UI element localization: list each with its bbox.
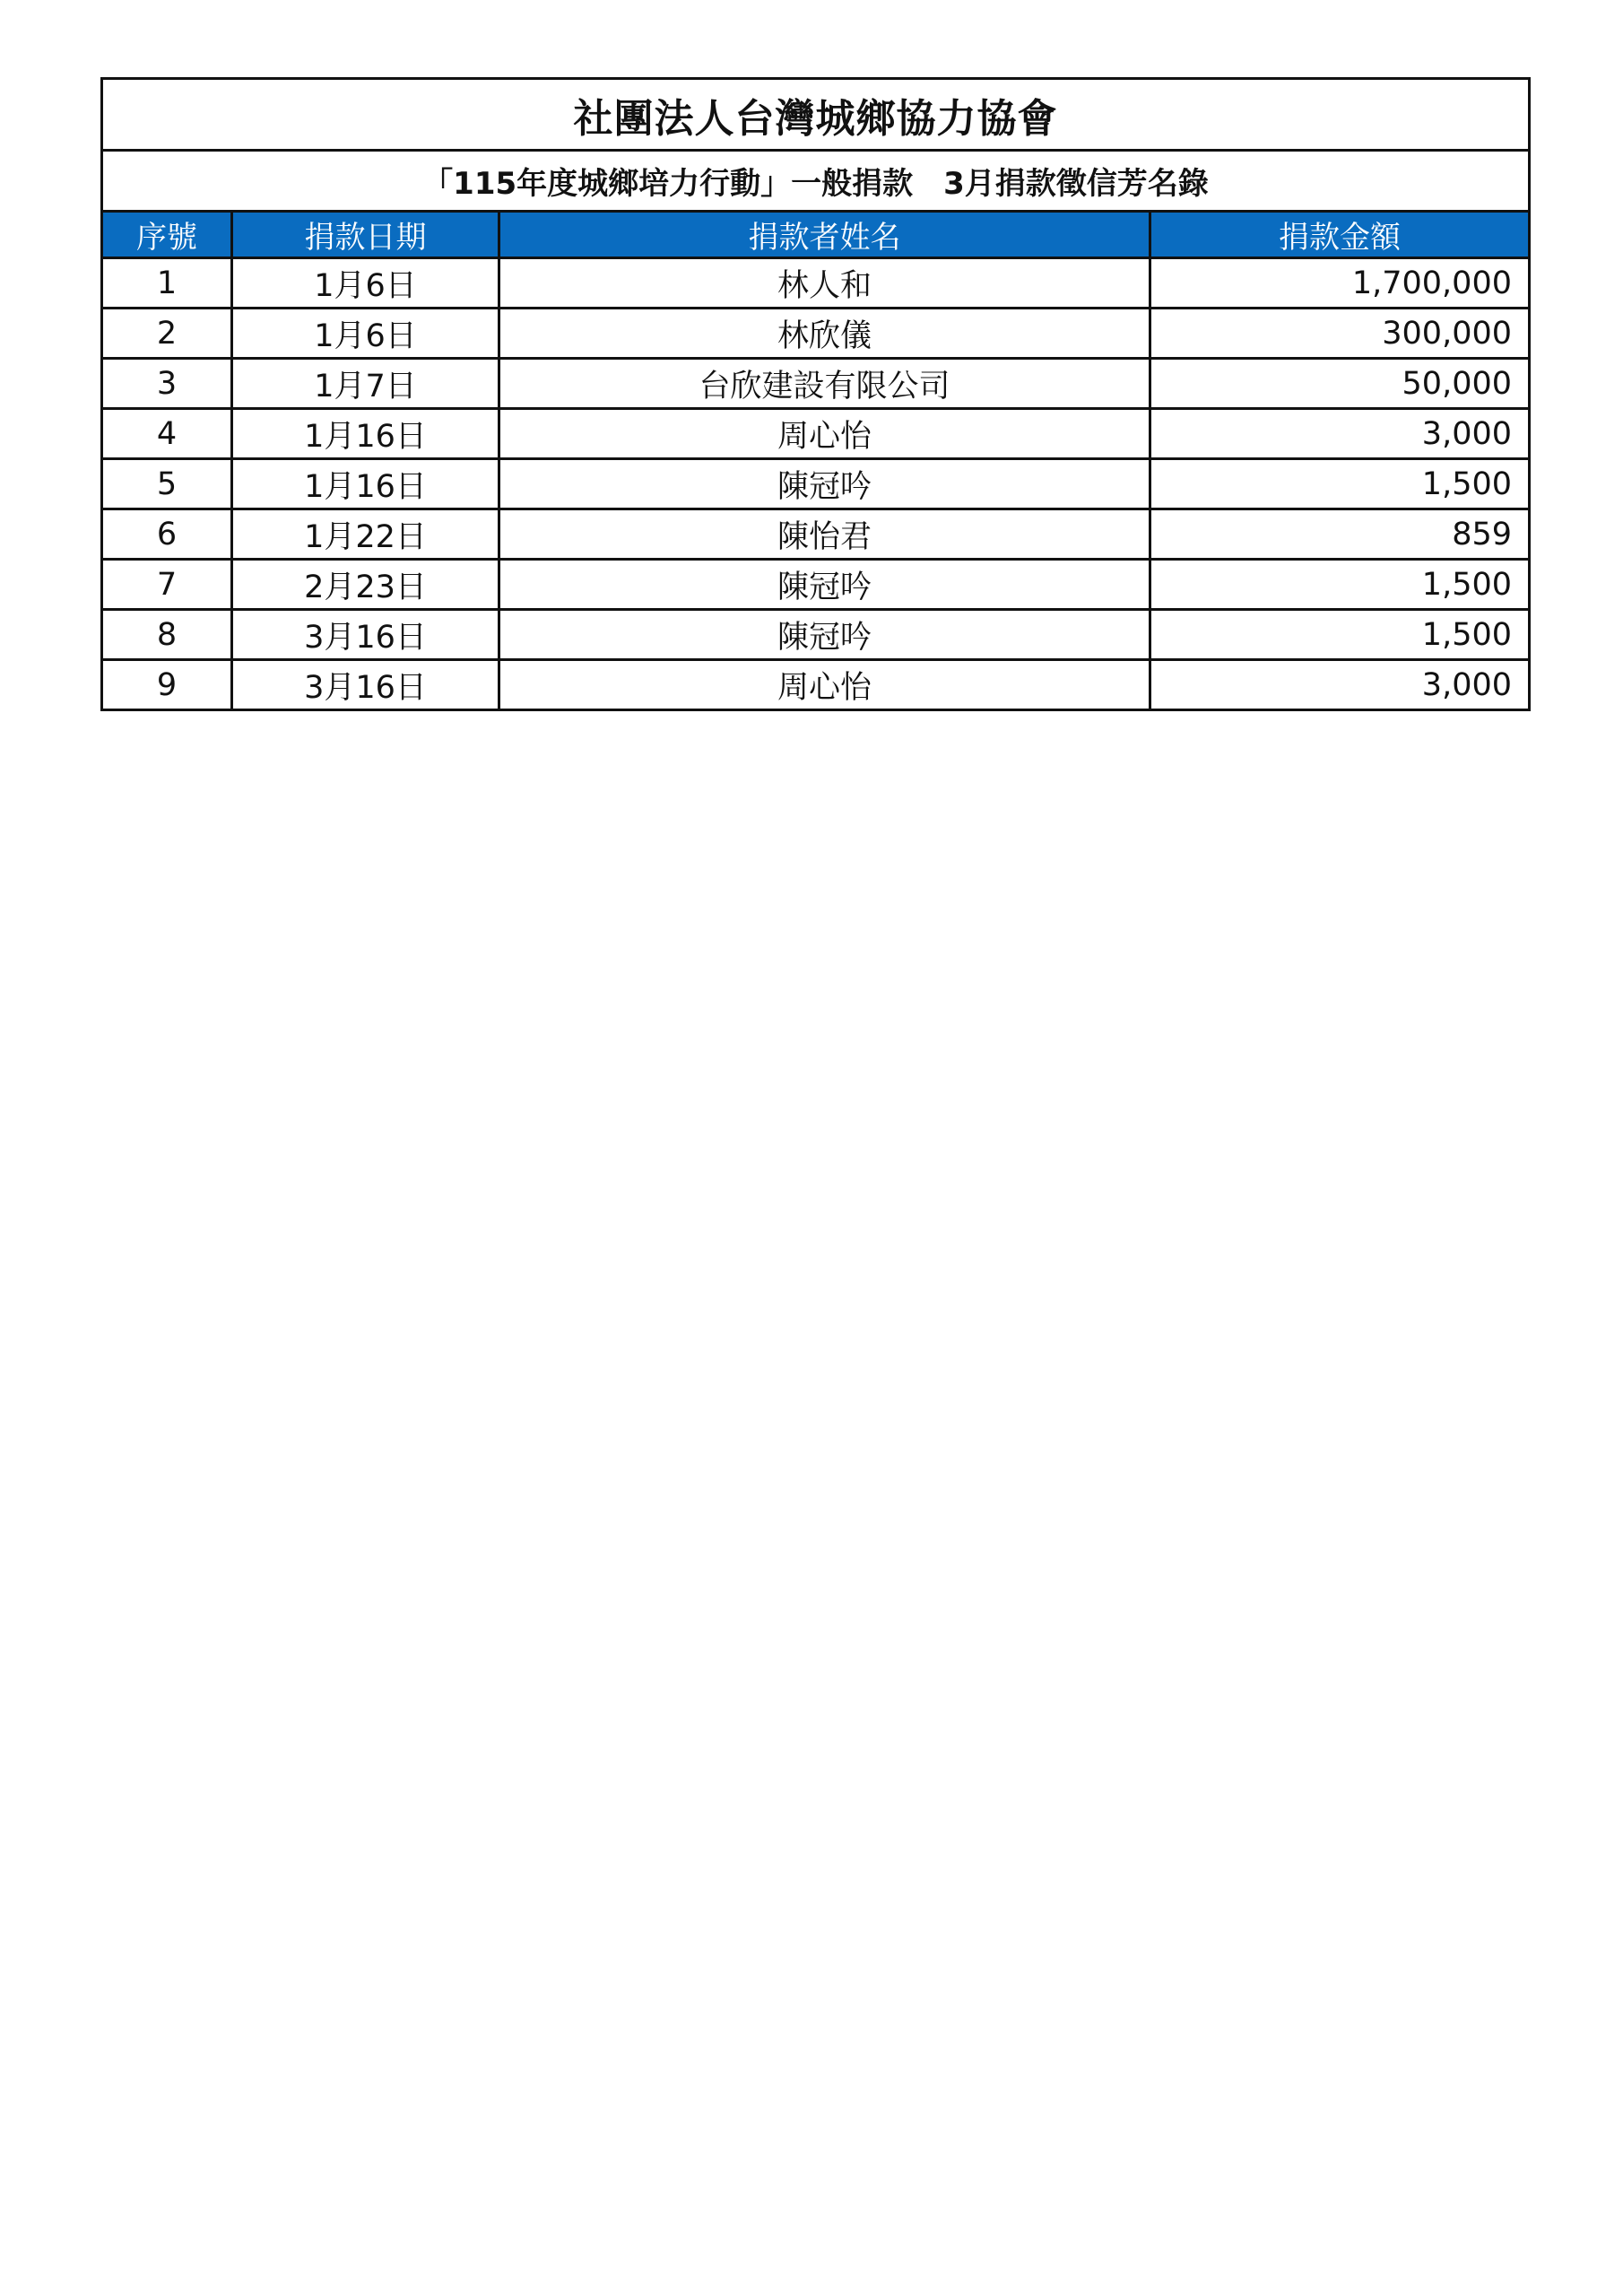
row-seq: 1 [102,258,232,309]
row-amount: 859 [1150,509,1530,560]
column-header-date: 捐款日期 [232,212,499,258]
table-row [102,459,1530,509]
row-date: 1月16日 [232,459,499,509]
row-donor-name: 周心怡 [499,409,1150,459]
row-donor-name: 林人和 [499,258,1150,309]
subtitle-row [102,151,1530,212]
row-amount: 3,000 [1150,409,1530,459]
row-seq: 8 [102,610,232,660]
row-seq: 6 [102,509,232,560]
row-seq: 9 [102,660,232,710]
table-row [102,560,1530,610]
column-header-seq: 序號 [102,212,232,258]
row-date: 1月7日 [232,359,499,409]
row-donor-name: 陳冠吟 [499,459,1150,509]
row-date: 2月23日 [232,560,499,610]
row-seq: 5 [102,459,232,509]
row-amount: 3,000 [1150,660,1530,710]
table-row [102,359,1530,409]
table-row [102,258,1530,309]
row-amount: 1,700,000 [1150,258,1530,309]
row-amount: 1,500 [1150,610,1530,660]
row-amount: 300,000 [1150,309,1530,359]
column-header-row [102,212,1530,258]
row-seq: 2 [102,309,232,359]
row-seq: 7 [102,560,232,610]
row-date: 3月16日 [232,610,499,660]
document-subtitle: 「115年度城鄉培力行動」一般捐款 3月捐款徵信芳名錄 [102,151,1530,212]
row-seq: 4 [102,409,232,459]
row-donor-name: 林欣儀 [499,309,1150,359]
table-row [102,409,1530,459]
row-donor-name: 陳怡君 [499,509,1150,560]
table-row [102,660,1530,710]
row-date: 1月22日 [232,509,499,560]
column-header-amount: 捐款金額 [1150,212,1530,258]
row-donor-name: 陳冠吟 [499,610,1150,660]
row-date: 3月16日 [232,660,499,710]
donor-table-body [102,79,1530,710]
row-date: 1月16日 [232,409,499,459]
row-donor-name: 陳冠吟 [499,560,1150,610]
title-row [102,79,1530,151]
row-donor-name: 周心怡 [499,660,1150,710]
row-amount: 1,500 [1150,459,1530,509]
row-date: 1月6日 [232,309,499,359]
document-title: 社團法人台灣城鄉協力協會 [102,79,1530,151]
row-donor-name: 台欣建設有限公司 [499,359,1150,409]
row-date: 1月6日 [232,258,499,309]
donation-sheet [100,77,1528,711]
row-amount: 1,500 [1150,560,1530,610]
table-row [102,610,1530,660]
table-row [102,309,1530,359]
donor-table [100,77,1531,711]
table-row [102,509,1530,560]
row-seq: 3 [102,359,232,409]
column-header-name: 捐款者姓名 [499,212,1150,258]
row-amount: 50,000 [1150,359,1530,409]
